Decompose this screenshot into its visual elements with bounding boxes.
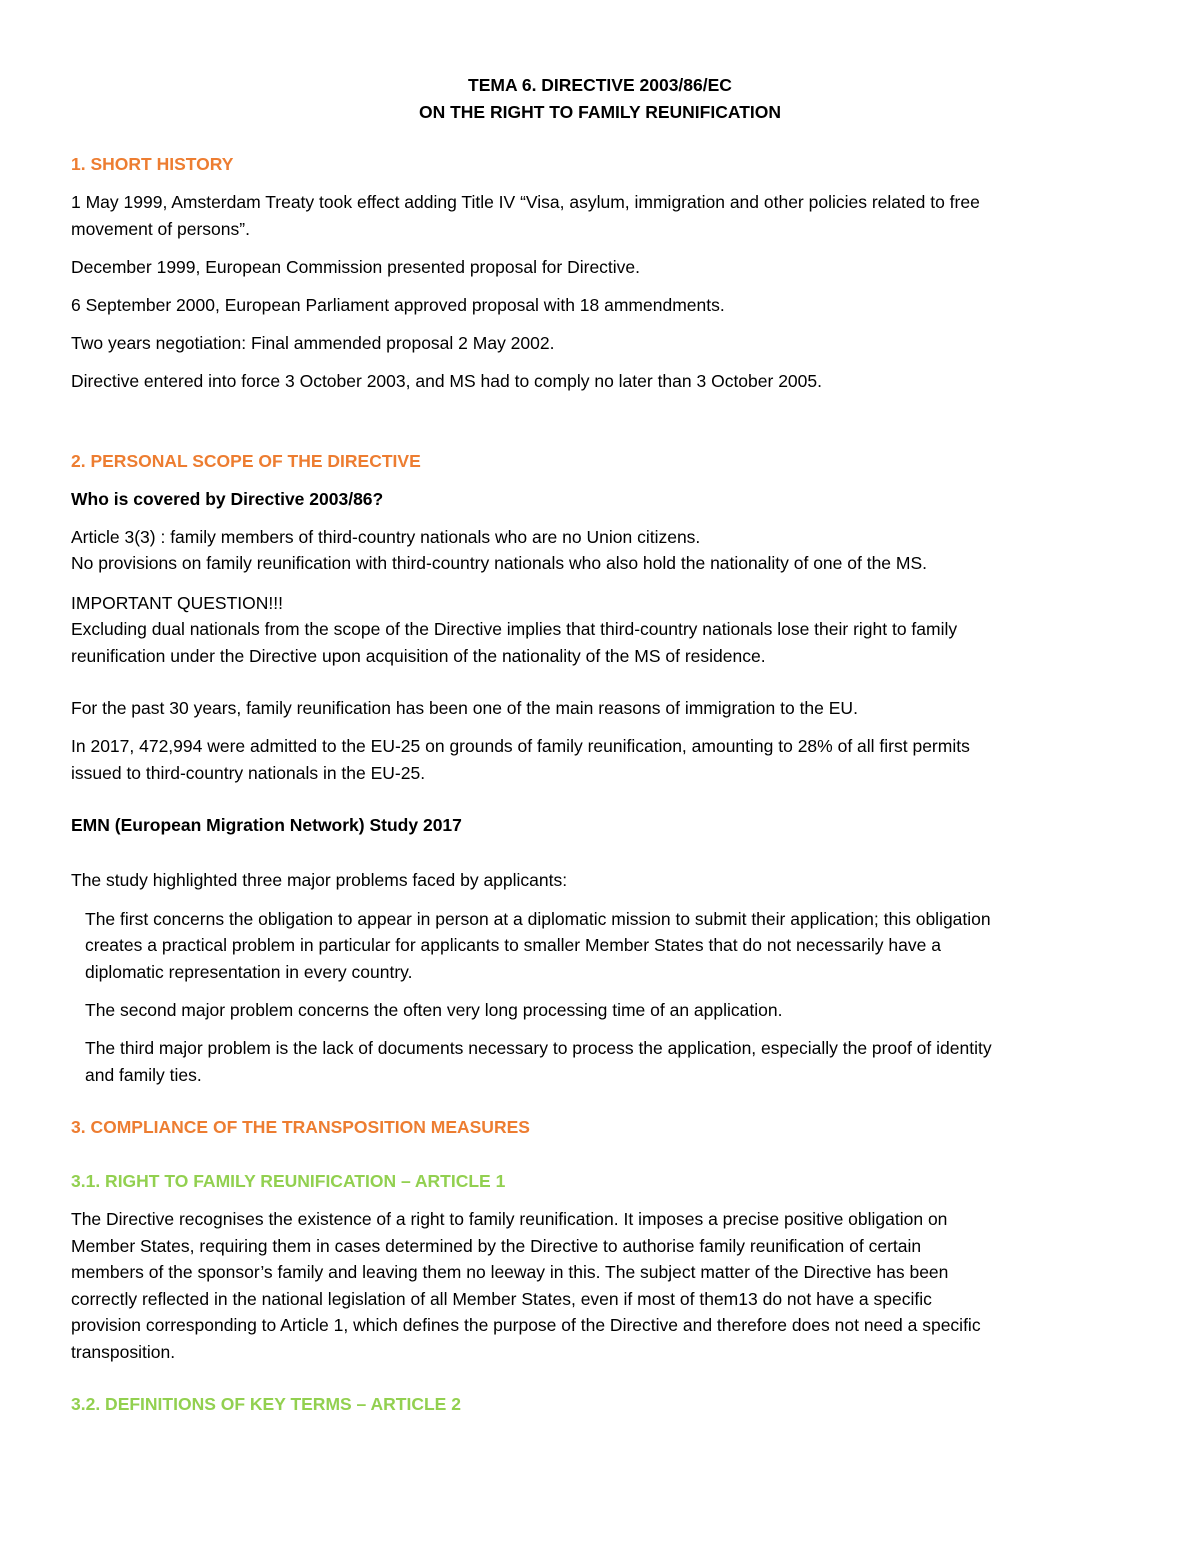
past-30-years-para: For the past 30 years, family reunification has been one of the main reasons of immigration to the EU.	[71, 698, 858, 718]
history-para-2: December 1999, European Commission presented proposal for Directive.	[71, 257, 641, 277]
history-para-5: Directive entered into force 3 October 2003, and MS had to comply no later than 3 October 2005.	[71, 371, 822, 391]
section-heading-compliance: 3. COMPLIANCE OF THE TRANSPOSITION MEASURES	[71, 1117, 530, 1137]
exclusion-line1: Excluding dual nationals from the scope of the Directive implies that third-country nationals lose their right to family	[71, 619, 958, 639]
study-intro: The study highlighted three major problems faced by applicants:	[71, 870, 568, 890]
article-1-line4: correctly reflected in the national legislation of all Member States, even if most of them13 do not have a specific	[71, 1289, 932, 1309]
doc-title-line1: TEMA 6. DIRECTIVE 2003/86/EC	[468, 75, 732, 95]
statistics-line1: In 2017, 472,994 were admitted to the EU-25 on grounds of family reunification, amounting to 28% of all first permits	[71, 736, 970, 756]
important-question: IMPORTANT QUESTION!!!	[71, 593, 283, 613]
problem-3-line1: The third major problem is the lack of documents necessary to process the application, especially the proof of identity	[85, 1038, 992, 1058]
article-1-line2: Member States, requiring them in cases determined by the Directive to authorise family reunification of certain	[71, 1236, 922, 1256]
history-para-1-line1: 1 May 1999, Amsterdam Treaty took effect adding Title IV “Visa, asylum, immigration and other policies related to free	[71, 192, 980, 212]
section-heading-short-history: 1. SHORT HISTORY	[71, 154, 234, 174]
section-heading-personal-scope: 2. PERSONAL SCOPE OF THE DIRECTIVE	[71, 451, 421, 471]
article-3-line1: Article 3(3) : family members of third-country nationals who are no Union citizens.	[71, 527, 701, 547]
article-1-line6: transposition.	[71, 1342, 176, 1362]
problem-1-line3: diplomatic representation in every country.	[85, 962, 413, 982]
doc-title-line2: ON THE RIGHT TO FAMILY REUNIFICATION	[418, 102, 781, 122]
problem-2: The second major problem concerns the often very long processing time of an application.	[85, 1000, 783, 1020]
problem-3-line2: and family ties.	[85, 1065, 202, 1085]
scope-question: Who is covered by Directive 2003/86?	[71, 489, 384, 509]
history-para-3: 6 September 2000, European Parliament approved proposal with 18 ammendments.	[71, 295, 725, 315]
statistics-line2: issued to third-country nationals in the EU-25.	[71, 763, 426, 783]
problem-1-line1: The first concerns the obligation to appear in person at a diplomatic mission to submit their application; this obligation	[85, 909, 991, 929]
exclusion-line2: reunification under the Directive upon acquisition of the nationality of the MS of residence.	[71, 646, 766, 666]
article-1-line3: members of the sponsor’s family and leaving them no leeway in this. The subject matter of the Directive has been	[71, 1262, 949, 1282]
history-para-1-line2: movement of persons”.	[71, 219, 250, 239]
subsection-heading-article-2: 3.2. DEFINITIONS OF KEY TERMS – ARTICLE 2	[71, 1394, 461, 1414]
article-3-line2: No provisions on family reunification with third-country nationals who also hold the nationality of one of the MS.	[71, 553, 928, 573]
article-1-line5: provision corresponding to Article 1, which defines the purpose of the Directive and therefore does not need a specific	[71, 1315, 981, 1335]
subsection-heading-article-1: 3.1. RIGHT TO FAMILY REUNIFICATION – ARTICLE 1	[71, 1171, 506, 1191]
history-para-4: Two years negotiation: Final ammended proposal 2 May 2002.	[71, 333, 555, 353]
problem-1-line2: creates a practical problem in particular for applicants to smaller Member States that do not necessarily have a	[85, 935, 941, 955]
emn-study-heading: EMN (European Migration Network) Study 2017	[71, 815, 462, 835]
article-1-line1: The Directive recognises the existence of a right to family reunification. It imposes a precise positive obligation on	[71, 1209, 948, 1229]
